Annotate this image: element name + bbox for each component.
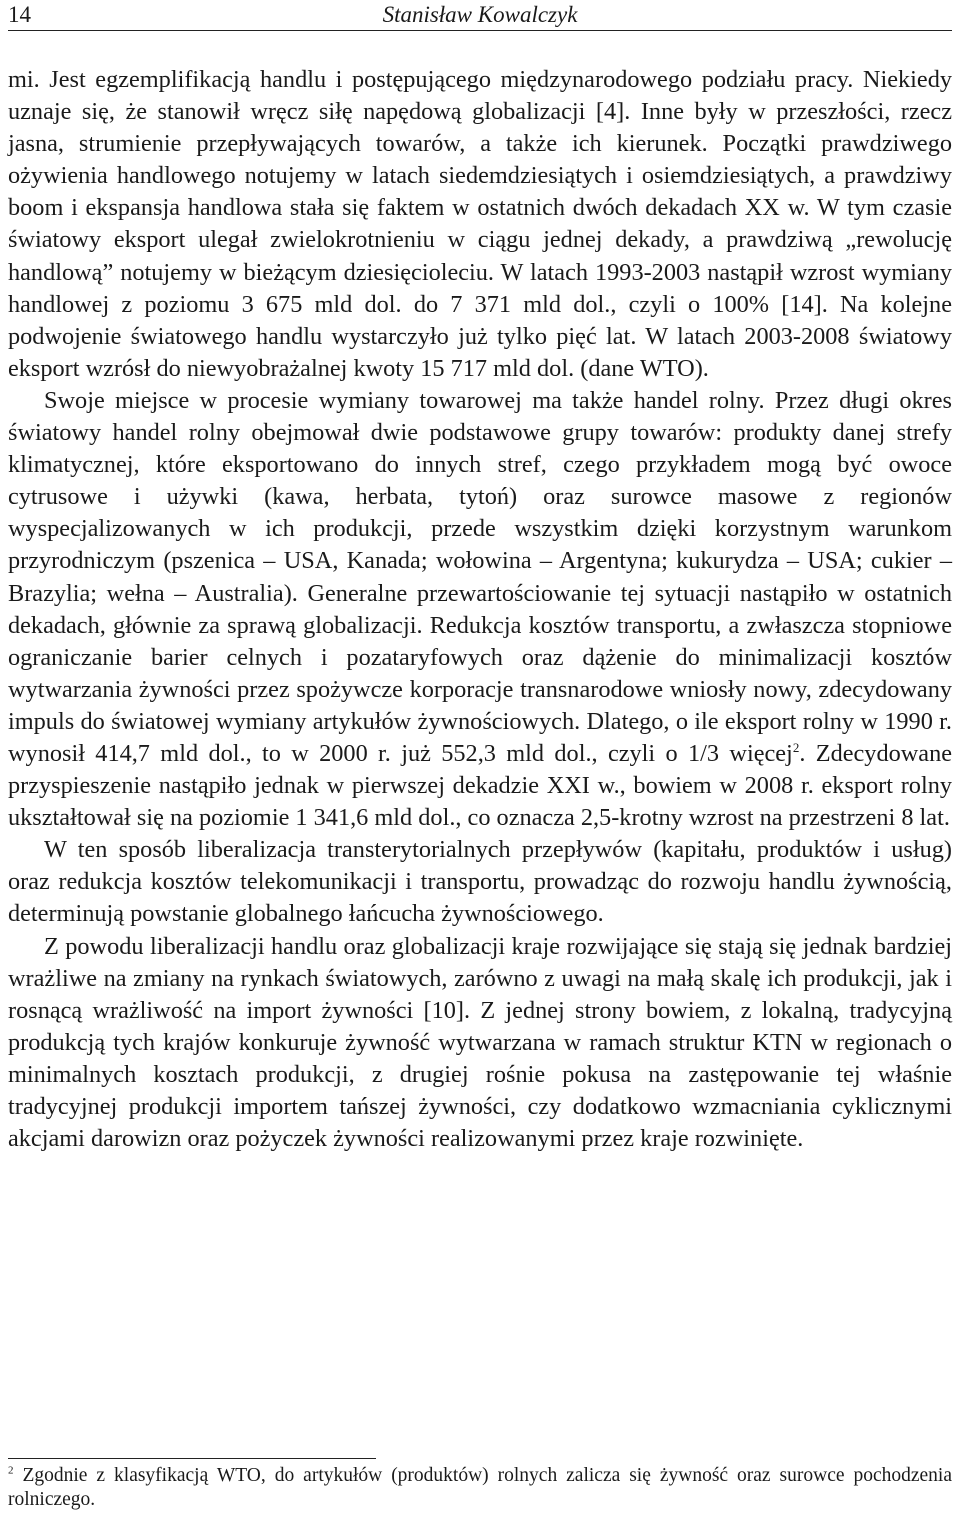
paragraph-text: Z powodu liberalizacji handlu oraz globalizacji kraje rozwijające się stają się jednak bardziej wrażliwe na zmiany na rynkach światowych, zarówno z uwagi na małą skalę ich produkcji, jak i rosnącą wrażliwość na import żywności [10]. Z jednej strony bowiem, z lokalną, tradycyjną produkcją tych krajów konkuruje żywność wytwarzana w ramach struktur KTN w regionach o minimalnych kosztach produkcji, z drugiej rośnie pokusa na zastępowanie tej właśnie tradycyjnej produkcji importem tańszej żywności, czy dodatkowo wzmacniania cyklicznymi akcjami darowizn oraz pożyczek żywności realizowanymi przez kraje rozwinięte. bbox=[8, 932, 952, 1153]
footnote-text: Zgodnie z klasyfikacją WTO, do artykułów (produktów) rolnych zalicza się żywność oraz surowce pochodzenia rolniczego. bbox=[8, 1465, 952, 1510]
footnote-separator bbox=[8, 1458, 376, 1459]
body-paragraph bbox=[8, 834, 952, 930]
page-number: 14 bbox=[8, 2, 31, 27]
paragraph-text: . Zdecydowane przyspieszenie nastąpiło jednak w pierwszej dekadzie XXI w., bowiem w 2008 r. eksport rolny ukształtował się na poziomie 1 341,6 mld dol., co oznacza 2,5-krotny wzrost na przestrzeni 8 lat. bbox=[8, 739, 952, 832]
body-text bbox=[8, 64, 952, 1155]
footnote-mark: 2 bbox=[8, 1464, 14, 1477]
paragraph-text: Swoje miejsce w procesie wymiany towarowej ma także handel rolny. Przez długi okres światowy handel rolny obejmował dwie podstawowe grupy towarów: produkty danej strefy klimatycznej, które eksportowano do innych stref, czego przykładem mogą być owoce cytrusowe i używki (kawa, herbata, tytoń) oraz surowce masowe z regionów wyspecjalizowanych w ich produkcji, przede wszystkim dzięki korzystnym warunkom przyrodniczym (pszenica – USA, Kanada; wołowina – Argentyna; kukurydza – USA; cukier – Brazylia; wełna – Australia). Generalne przewartościowanie tej sytuacji nastąpiło w ostatnich dekadach, głównie za sprawą globalizacji. Redukcja kosztów transportu, a zwłaszcza stopniowe ograniczanie barier celnych i pozataryfowych oraz dążenie do minimalizacji kosztów wytwarzania żywności przez spożywcze korporacje transnarodowe wniosły nowy, zdecydowany impuls do światowej wymiany artykułów żywnościowych. Dlatego, o ile eksport rolny w 1990 r. wynosił 414,7 mld dol., to w 2000 r. już 552,3 mld dol., czyli o 1/3 więcej bbox=[8, 386, 952, 767]
paragraph-text: W ten sposób liberalizacja transterytorialnych przepływów (kapitału, produktów i usług) oraz redukcja kosztów telekomunikacji i transportu, prowadząc do rozwoju handlu żywnością, determinują powstanie globalnego łańcucha żywnościowego. bbox=[8, 836, 952, 928]
paragraph-text: mi. Jest egzemplifikacją handlu i postępującego międzynarodowego podziału pracy. Niekiedy uznaje się, że stanowił wręcz siłę napędową globalizacji [4]. Inne były w przeszłości, rzecz jasna, strumienie przepływających towarów, a także ich kierunek. Początki prawdziwego ożywienia handlowego notujemy w latach siedemdziesiątych i osiemdziesiątych, a prawdziwy boom i ekspansja handlowa stała się faktem w ostatnich dwóch dekadach XX w. W tym czasie światowy eksport ulegał zwielokrotnieniu w ciągu jednej dekady, a prawdziwą „rewolucję handlową” notujemy w bieżącym dziesięcioleciu. W latach 1993-2003 nastąpił wzrost wymiany handlowej z poziomu 3 675 mld dol. do 7 371 mld dol., czyli o 100% [14]. Na kolejne podwojenie światowego handlu wystarczyło już tylko pięć lat. W latach 2003-2008 światowy eksport wzrósł do niewyobrażalnej kwoty 15 717 mld dol. (dane WTO). bbox=[8, 66, 952, 382]
body-paragraph bbox=[8, 931, 952, 1156]
running-header-author: Stanisław Kowalczyk bbox=[382, 2, 578, 27]
footnote bbox=[8, 1464, 952, 1512]
body-paragraph bbox=[8, 64, 952, 385]
footnote-reference-mark: 2 bbox=[792, 739, 800, 755]
running-header bbox=[8, 0, 952, 31]
body-paragraph bbox=[8, 385, 952, 834]
